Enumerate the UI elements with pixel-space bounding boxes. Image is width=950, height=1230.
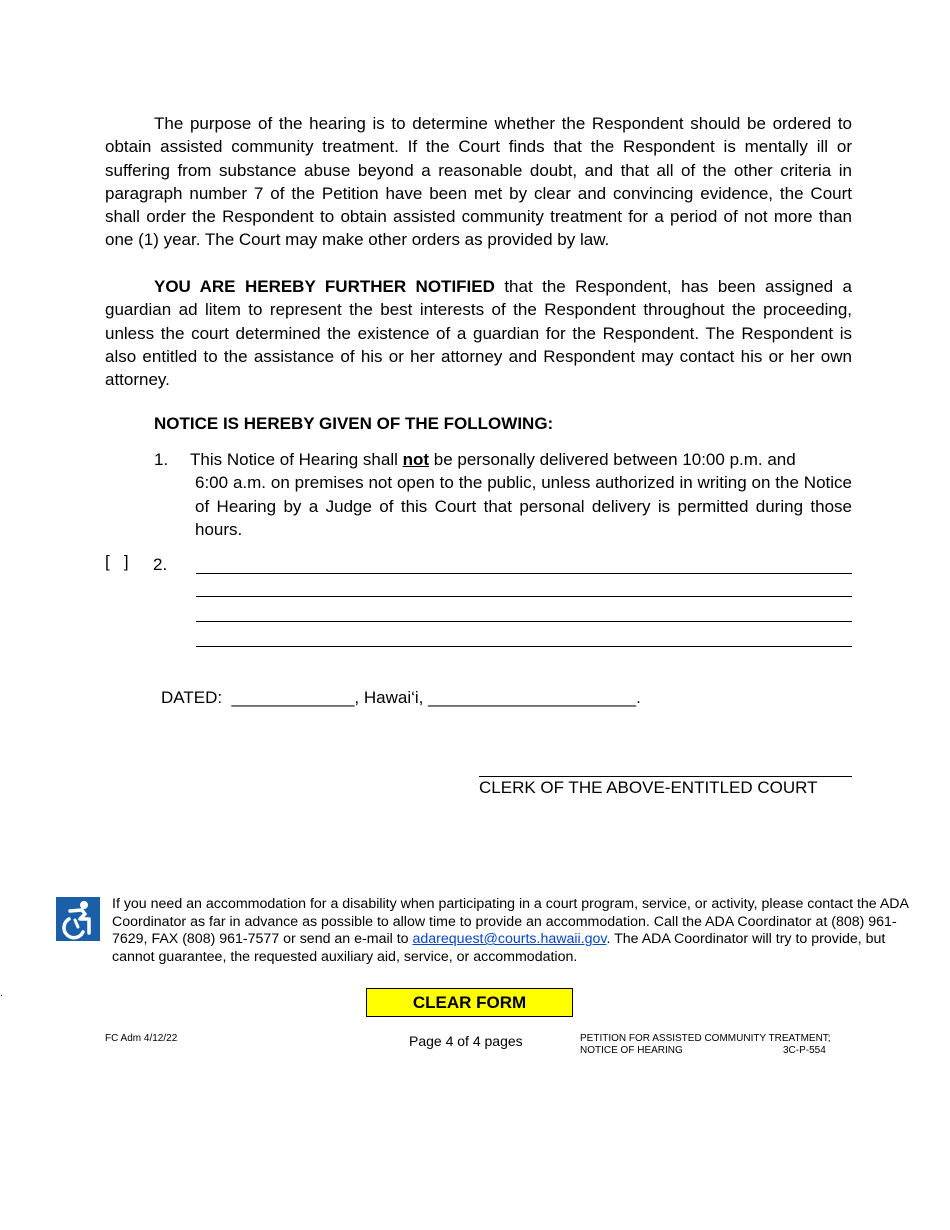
item-2-input-line-1[interactable] <box>196 573 852 574</box>
form-title-line-2: NOTICE OF HEARING <box>580 1045 683 1056</box>
form-code: 3C-P-554 <box>783 1045 826 1056</box>
item-1-text: This Notice of Hearing shall not be personally delivered between 10:00 p.m. and 6:00 a.m. on premises not open to the public, unless authorized in writing on the Notice of Hearing by a Judge of this Court that personal delivery is permitted during those hours. <box>190 448 852 541</box>
form-id: FC Adm 4/12/22 <box>105 1033 178 1044</box>
ada-email-link[interactable]: adarequest@courts.hawaii.gov <box>412 931 607 948</box>
item-2-input-line-2[interactable] <box>196 596 852 597</box>
ada-notice: If you need an accommodation for a disability when participating in a court program, service, or activity, please contact the ADA Coordinator as far in advance as possible to allow time to provide an accommodation. Call the ADA Coordinator at (808) 961-7629, FAX (808) 961-7577 or send an e-mail to adarequest@courts.hawaii.gov. The ADA Coordinator will try to provide, but cannot guarantee, the requested auxiliary aid, service, or accommodation. <box>112 896 909 965</box>
hearing-purpose-paragraph <box>105 112 852 252</box>
notice-heading: NOTICE IS HEREBY GIVEN OF THE FOLLOWING: <box>154 414 554 433</box>
item-2-input-line-3[interactable] <box>196 621 852 622</box>
item-1-continuation: 6:00 a.m. on premises not open to the public, unless authorized in writing on the Notice of Hearing by a Judge of this Court that personal delivery is permitted during those hours. <box>195 473 852 539</box>
item-2-checkbox[interactable]: [ ] <box>105 552 129 571</box>
further-notified-text: that the Respondent, has been assigned a guardian ad litem to represent the best interests of the Respondent throughout the proceeding, unless the court determined the existence of a guardian for the Respondent. The Respondent is also entitled to the assistance of his or her attorney and Respondent may contact his or her own attorney. <box>105 277 852 390</box>
item-1-number: 1. <box>154 450 169 469</box>
item-1-emphasis: not <box>402 450 430 469</box>
hearing-purpose-text: The purpose of the hearing is to determine whether the Respondent should be ordered to obtain assisted community treatment. If the Court finds that the Respondent is mentally ill or suffering from substance abuse beyond a reasonable doubt, and that all of the other criteria in paragraph number 7 of the Petition have been met by clear and convincing evidence, the Court shall order the Respondent to obtain assisted community treatment for a period of not more than one (1) year. The Court may make other orders as provided by law. <box>105 114 852 250</box>
dated-line[interactable]: DATED: _____________, Hawai‘i, ______________________. <box>161 688 641 707</box>
further-notified-lead: YOU ARE HEREBY FURTHER NOTIFIED <box>154 277 495 296</box>
signature-label: CLERK OF THE ABOVE-ENTITLED COURT <box>479 778 818 797</box>
accessibility-icon <box>56 897 100 941</box>
form-title-line-1: PETITION FOR ASSISTED COMMUNITY TREATMENT; <box>580 1033 831 1044</box>
page-number: Page 4 of 4 pages <box>409 1033 523 1049</box>
further-notified-paragraph <box>105 275 852 391</box>
signature-line <box>479 776 852 777</box>
margin-mark: . <box>0 988 3 999</box>
item-2-input-line-4[interactable] <box>196 646 852 647</box>
item-2-number: 2. <box>153 555 168 574</box>
clear-form-button[interactable]: CLEAR FORM <box>366 988 573 1017</box>
